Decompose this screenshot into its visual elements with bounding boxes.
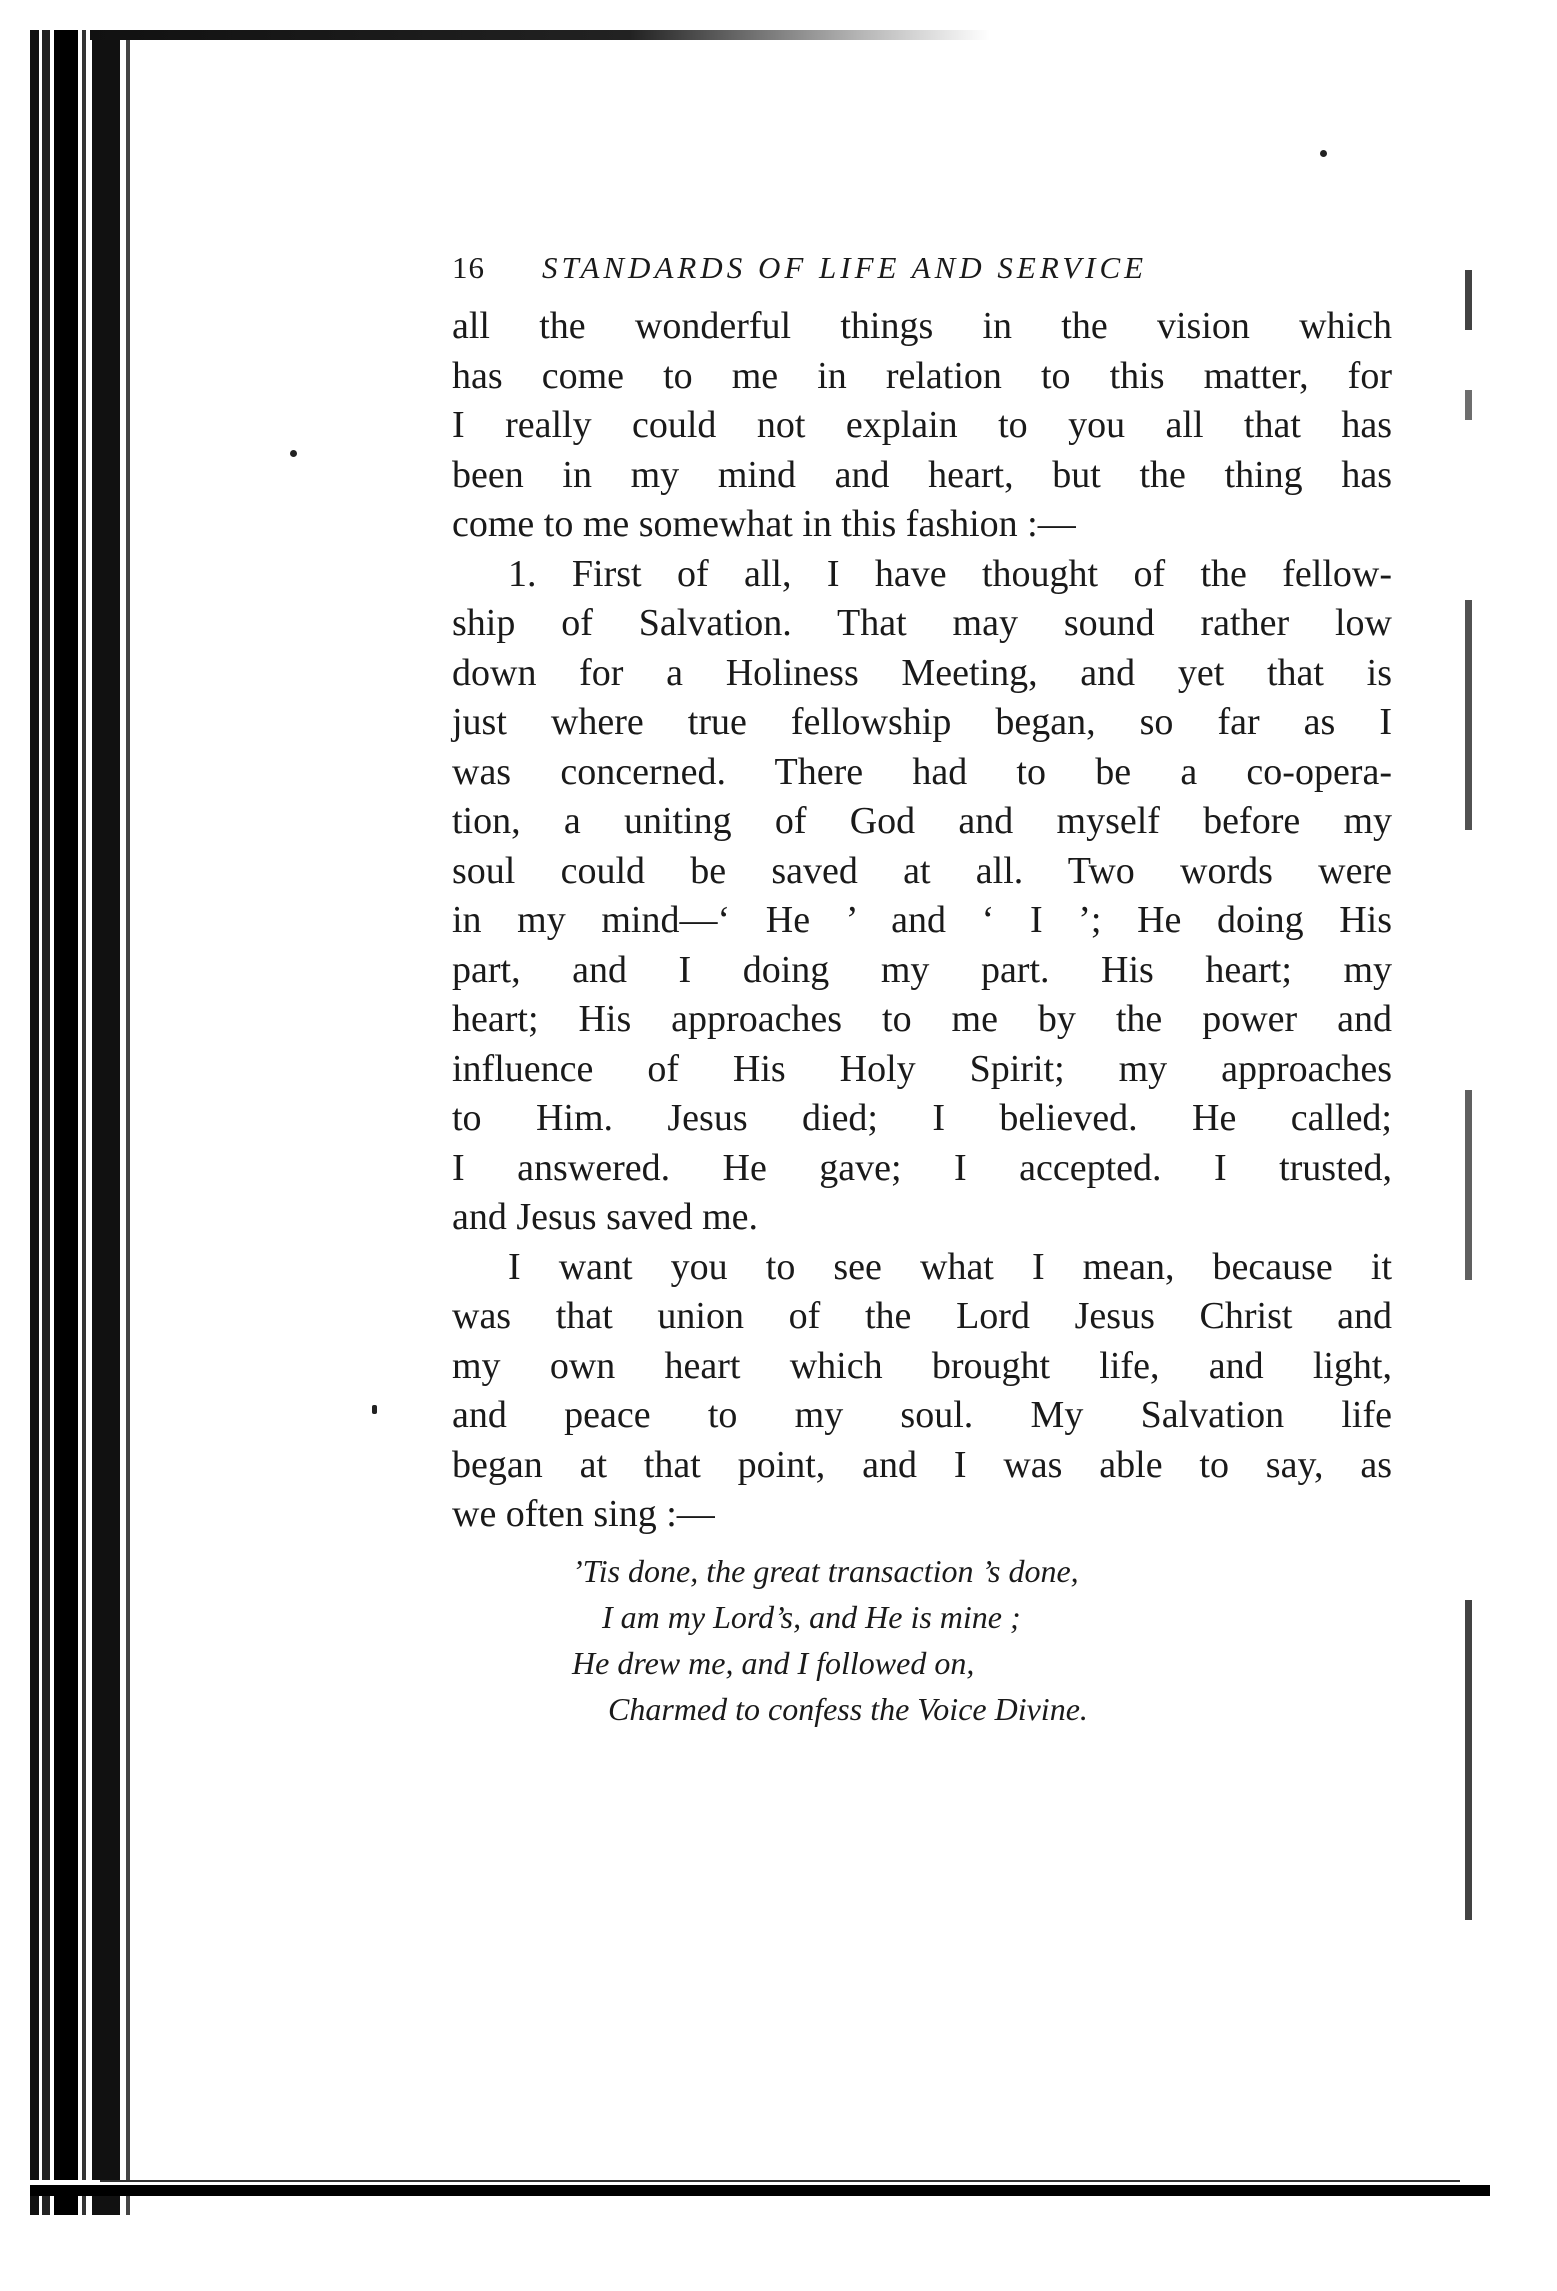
text-line: influence of His Holy Spirit; my approaches [452,1047,1392,1090]
running-head [452,250,1392,296]
text-line: I answered. He gave; I accepted. I trusted, [452,1146,1392,1189]
verse-line: He drew me, and I followed on, [572,1644,975,1681]
text-line: to Him. Jesus died; I believed. He called; [452,1097,1392,1139]
text-line: part, and I doing my part. His heart; my [452,948,1392,991]
text-line: ship of Salvation. That may sound rather low [452,602,1392,644]
text-line: been in my mind and heart, but the thing has [452,453,1392,496]
text-line: heart; His approaches to me by the power and [452,998,1392,1040]
text-line: began at that point, and I was able to say, as [452,1443,1392,1486]
bottom-edge-line [100,2180,1460,2182]
text-line: tion, a uniting of God and myself before my [452,800,1392,842]
scan-speck [372,1405,377,1414]
page-content [452,250,1392,1732]
text-line: down for a Holiness Meeting, and yet that is [452,651,1392,694]
text-line: has come to me in relation to this matter, for [452,354,1392,397]
scan-speck [1320,150,1327,157]
text-line: 1. First of all, I have thought of the fellow- [508,552,1392,595]
text-line: I really could not explain to you all that has [452,404,1392,446]
verse-line: ’Tis done, the great transaction ’s done, [572,1552,1079,1589]
text-line: I want you to see what I mean, because it [508,1245,1392,1288]
text-line: we often sing :— [452,1493,715,1535]
top-edge-shadow [90,30,990,40]
text-line: was concerned. There had to be a co-opera- [452,750,1392,793]
page-number: 16 [452,250,485,285]
text-line: soul could be saved at all. Two words were [452,849,1392,892]
scan-speck [290,450,297,457]
text-line: in my mind—‘ He ’ and ‘ I ’; He doing His [452,899,1392,941]
verse-line: Charmed to confess the Voice Divine. [608,1690,1088,1727]
text-line: and Jesus saved me. [452,1196,759,1238]
text-line: and peace to my soul. My Salvation life [452,1394,1392,1436]
hymn-verse [572,1548,1392,1732]
body-text [452,302,1392,1540]
running-title: STANDARDS OF LIFE AND SERVICE [542,250,1148,285]
book-spine-shadow [30,30,140,2215]
text-line: come to me somewhat in this fashion :— [452,503,1076,545]
text-line: was that union of the Lord Jesus Christ and [452,1295,1392,1337]
bottom-edge-shadow [30,2180,1490,2196]
verse-line: I am my Lord’s, and He is mine ; [602,1598,1021,1635]
right-edge-shadow [1465,270,1472,1920]
text-line: my own heart which brought life, and light, [452,1344,1392,1387]
text-line: just where true fellowship began, so far as I [452,701,1392,743]
text-line: all the wonderful things in the vision which [452,305,1392,347]
